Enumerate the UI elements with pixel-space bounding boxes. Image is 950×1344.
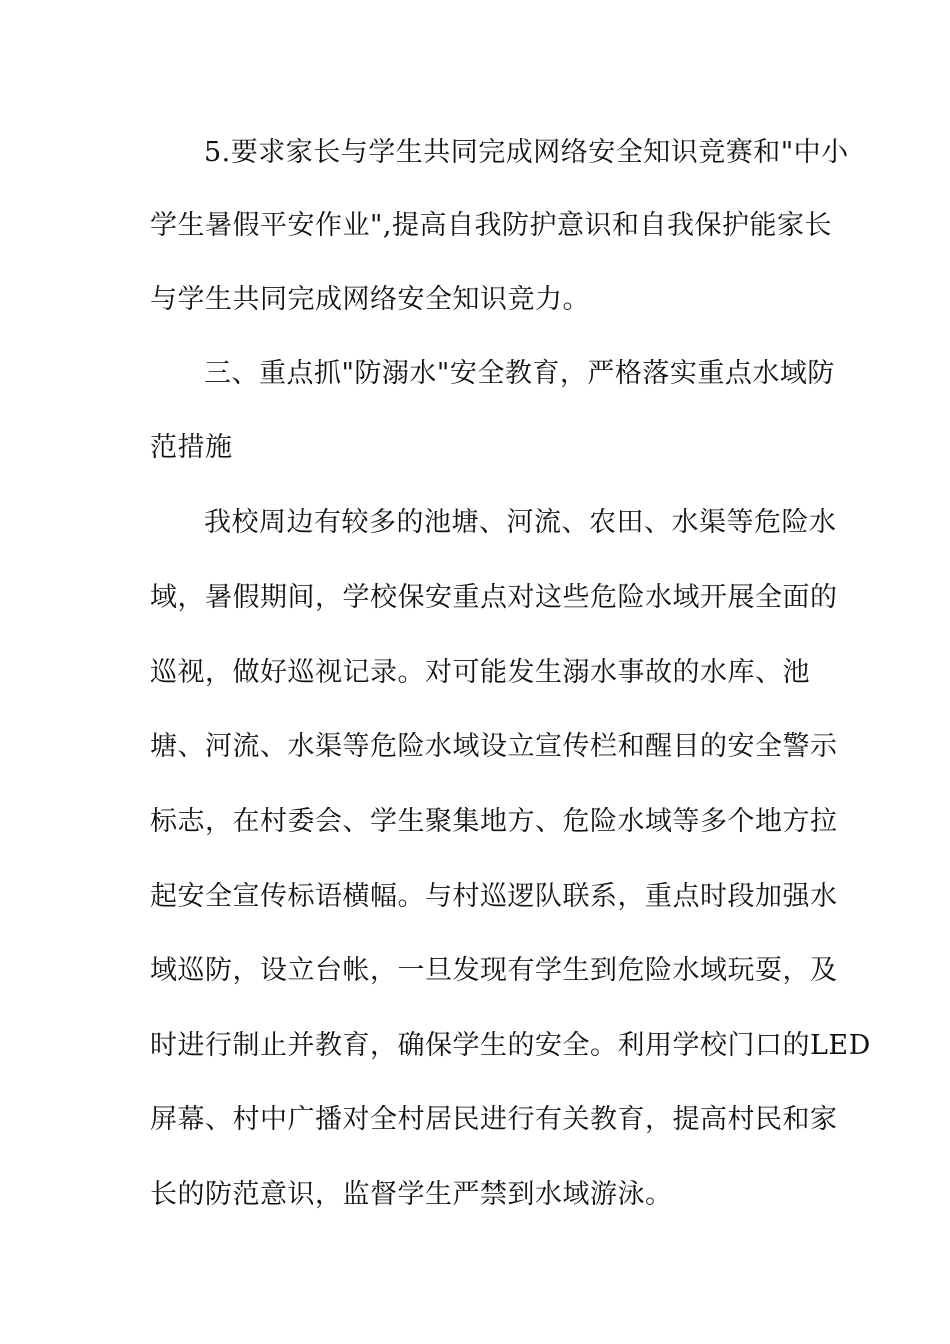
paragraph-line: 起安全宣传标语横幅。与村巡逻队联系，重点时段加强水 xyxy=(150,881,838,912)
paragraph-line: 长的防范意识，监督学生严禁到水域游泳。 xyxy=(150,1179,673,1210)
paragraph-line: 学生暑假平安作业",提高自我防护意识和自我保护能家长 xyxy=(150,210,833,241)
section-heading-line: 三、重点抓"防溺水"安全教育，严格落实重点水域防 xyxy=(204,358,835,389)
paragraph-line: 标志，在村委会、学生聚集地方、危险水域等多个地方拉 xyxy=(150,806,838,837)
paragraph-line: 域，暑假期间，学校保安重点对这些危险水域开展全面的 xyxy=(150,582,838,613)
paragraph-line: 巡视，做好巡视记录。对可能发生溺水事故的水库、池 xyxy=(150,657,810,688)
paragraph-line: 5.要求家长与学生共同完成网络安全知识竞赛和"中小 xyxy=(204,137,849,168)
paragraph-line: 塘、河流、水渠等危险水域设立宣传栏和醒目的安全警示 xyxy=(150,731,838,762)
section-heading-line: 范措施 xyxy=(150,432,233,463)
paragraph-line: 屏幕、村中广播对全村居民进行有关教育，提高村民和家 xyxy=(150,1104,838,1135)
paragraph-line: 域巡防，设立台帐，一旦发现有学生到危险水域玩耍，及 xyxy=(150,955,838,986)
paragraph-line: 时进行制止并教育，确保学生的安全。利用学校门口的LED xyxy=(150,1030,871,1061)
paragraph-line: 我校周边有较多的池塘、河流、农田、水渠等危险水 xyxy=(204,507,837,538)
paragraph-line: 与学生共同完成网络安全知识竞力。 xyxy=(150,284,590,315)
